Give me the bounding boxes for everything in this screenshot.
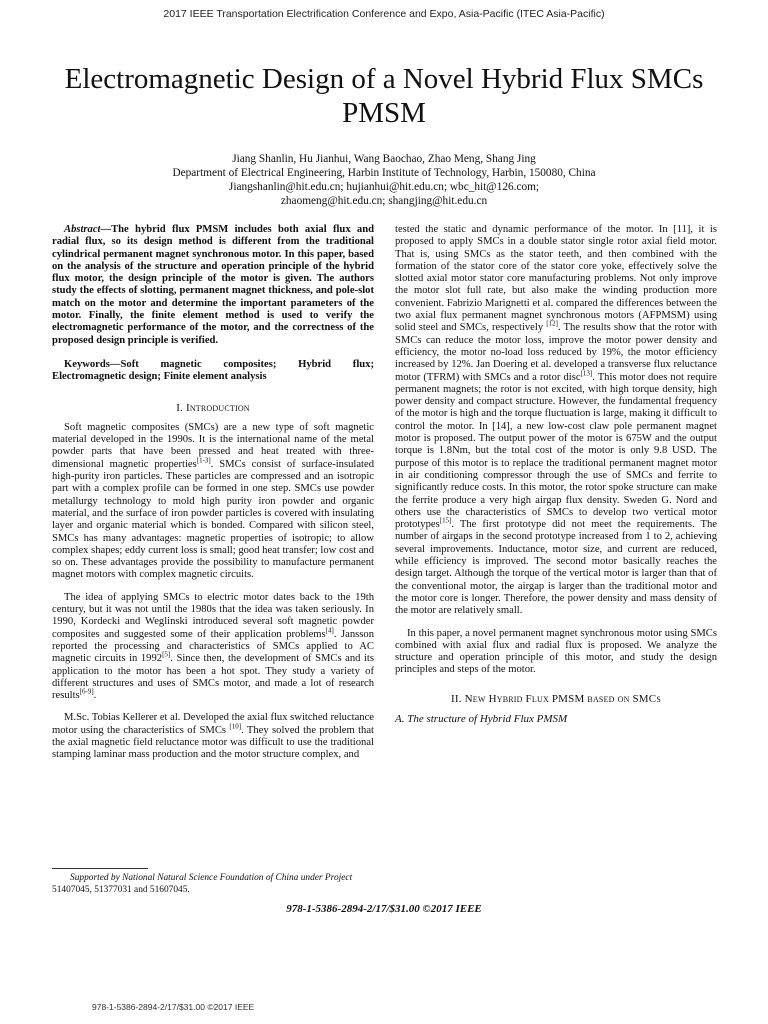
citation: [5] — [162, 650, 171, 659]
conference-header: 2017 IEEE Transportation Electrification Conference and Expo, Asia-Pacific (ITEC Asia-Pacific) — [163, 8, 605, 20]
funding-footnote — [52, 873, 374, 896]
keywords-label: Keywords — [64, 358, 110, 370]
text-run: . Since then, the development of SMCs and its application to the motor has been a hot spot. They study a variety of different structures and uses of SMCs motor, and made a lot of research results — [52, 653, 374, 702]
text-run: . They solved the problem that the axial magnetic field reluctance motor was difficult to use the traditional stamping laminar mass production and the motor structure complex, and — [52, 724, 374, 761]
keywords-text: —Soft magnetic composites; Hybrid flux; Electromagnetic design; Finite element analysis — [52, 358, 374, 383]
footer-stamp: 978-1-5386-2894-2/17/$31.00 ©2017 IEEE — [92, 1002, 255, 1012]
intro-paragraph-2 — [52, 592, 374, 703]
section-heading-hybrid-flux: II. New Hybrid Flux PMSM based on SMCs — [451, 692, 661, 705]
text-run: . The first prototype did not meet the requirements. The number of airgaps in the second prototype increased from 1 to 2, achieving several improvements. Inductance, motor size, and current are reduced, while efficiency is improved. The second motor basically reaches the design target. Although the torque of the vertical motor is larger than that of the conventional motor, the airgap is larger than the traditional motor and the motor core is longer. Therefore, the power density and mass density of the motor are relatively small. — [395, 519, 717, 617]
citation: [4] — [325, 626, 334, 635]
paper-title: Electromagnetic Design of a Novel Hybrid Flux SMCs PMSM — [64, 63, 704, 129]
text-run: . Jansson reported the processing and characteristics of SMCs applied to AC magnetic circuits in 1992 — [52, 628, 374, 665]
intro-paragraph-1 — [52, 422, 374, 582]
text-run: . The results show that the rotor with SMCs can reduce the motor loss, improve the motor power density and efficiency, the motor no-load loss reduced by 19%, the motor efficiency increased by 12%. Jan Doering et al. developed a transverse flux reluctance motor (TFRM) with SMCs and a rotor disc — [395, 322, 718, 383]
isbn-line: 978-1-5386-2894-2/17/$31.00 ©2017 IEEE — [286, 903, 482, 915]
citation: [10] — [229, 722, 242, 731]
footnote-projects: 51407045, 51377031 and 51607045. — [52, 884, 190, 895]
text-run: . SMCs consist of surface-insulated high-purity iron particles. These particles are compressed and an isotropic part with a complex profile can be formed in one step. SMCs use powder metallurgy technology to mold high purity iron powder and organic material, and the surface of iron powder particles is covered with insulating layer and organic material which is bonded. Compared with silicon steel, SMCs has many advantages: magnetic properties of isotropic; to allow complex shapes; eddy current loss is small; good heat transfer; low cost and so on. These advantages provide the possibility to manufacture permanent magnet motors with complex magnetic circuits. — [52, 458, 374, 581]
section-heading-introduction: I. Introduction — [176, 401, 250, 414]
author-block — [60, 152, 708, 208]
text-run: tested the static and dynamic performance of the motor. In [11], it is proposed to apply SMCs in a double stator single rotor axial field motor. That is, using SMCs as the stator teeth, and then combined with the formation of the stator core of the stator core yoke, effectively solve the slotted axial motor stator core manufacturing problems. Not only improve the motor slot full rate, but also make the winding production more convenient. Fabrizio Marignetti et al. compared the differences between the two axial flux permanent magnet synchronous motors (AFPMSM) using solid steel and SMCs, respectively — [395, 224, 717, 334]
subsection-heading-structure: A. The structure of Hybrid Flux PMSM — [395, 712, 568, 725]
intro-paragraph-5: In this paper, a novel permanent magnet synchronous motor using SMCs combined with axial flux and radial flux is proposed. We analyze the structure and operation principle of this motor, and study the design principles and steps of the motor. — [395, 627, 717, 676]
text-run: . This motor does not require permanent magnets; the rotor is not excited, with high torque density, high power density and compact structure. However, the fundamental frequency of the motor is high and the torque fluctuation is large, making it difficult to control the motor. In [14], a new low-cost claw pole permanent magnet motor is proposed. The output power of the motor is 675W and the output torque is 1.8Nm, but the total cost of the motor is only 9.8 USD. The purpose of this motor is to replace the traditional permanent magnet motor in air conditioning compressor through the use of SMCs and ferrite to significantly reduce costs. In this motor, the rotor spoke structure can make the ferrite produce a very high airgap flux density. Sweden G. Nord and others use the characteristics of SMCs to develop two vertical motor prototypes — [395, 371, 717, 531]
abstract — [52, 224, 374, 347]
citation: [15] — [439, 516, 452, 525]
author-names: Jiang Shanlin, Hu Jianhui, Wang Baochao, Zhao Meng, Shang Jing — [232, 153, 536, 165]
intro-paragraph-3 — [52, 712, 374, 761]
author-emails-line2: zhaomeng@hit.edu.cn; shangjing@hit.edu.cn — [280, 195, 488, 207]
author-emails-line1: Jiangshanlin@hit.edu.cn; hujianhui@hit.edu.cn; wbc_hit@126.com; — [228, 181, 540, 193]
right-column — [395, 224, 717, 725]
citation: [1-3] — [196, 456, 211, 465]
author-affiliation: Department of Electrical Engineering, Harbin Institute of Technology, Harbin, 150080, China — [172, 167, 596, 179]
keywords — [52, 359, 374, 384]
footnote-divider — [52, 868, 148, 869]
intro-paragraph-4 — [395, 224, 717, 618]
text-run: M.Sc. Tobias Kellerer et al. Developed the axial flux switched reluctance motor using the characteristics of SMCs — [52, 712, 374, 736]
footnote-italic: Supported by National Natural Science Foundation of China under Project — [70, 873, 353, 883]
abstract-label: Abstract — [64, 224, 101, 235]
text-run: The idea of applying SMCs to electric motor dates back to the 19th century, but it was not until the 1980s that the idea was taken seriously. In 1990, Kordecki and Weglinski introduced several soft magnetic powder composites and suggested some of their application problems — [52, 591, 374, 640]
text-run: . — [93, 690, 97, 702]
left-column — [52, 224, 374, 772]
citation: [6-9] — [79, 687, 94, 696]
citation: [13] — [580, 369, 593, 378]
citation: [12] — [546, 319, 558, 328]
text-run: Soft magnetic composites (SMCs) are a new type of soft magnetic material developed in the 1990s. It is the international name of the metal powder parts that have been pressed and heat treated with three-dimensional magnetic properties — [52, 421, 374, 470]
abstract-text: —The hybrid flux PMSM includes both axial flux and radial flux, so its design method is different from the traditional cylindrical permanent magnet synchronous motor. In this paper, based on the analysis of the structure and operation principle of the hybrid flux motor, the design principle of the motor is given. The authors study the effects of slotting, permanent magnet thickness, and pole-slot match on the motor and determine the important parameters of the motor. Finally, the finite element method is used to verify the electromagnetic performance of the motor, and the correctness of the proposed design principle is verified. — [52, 224, 374, 346]
